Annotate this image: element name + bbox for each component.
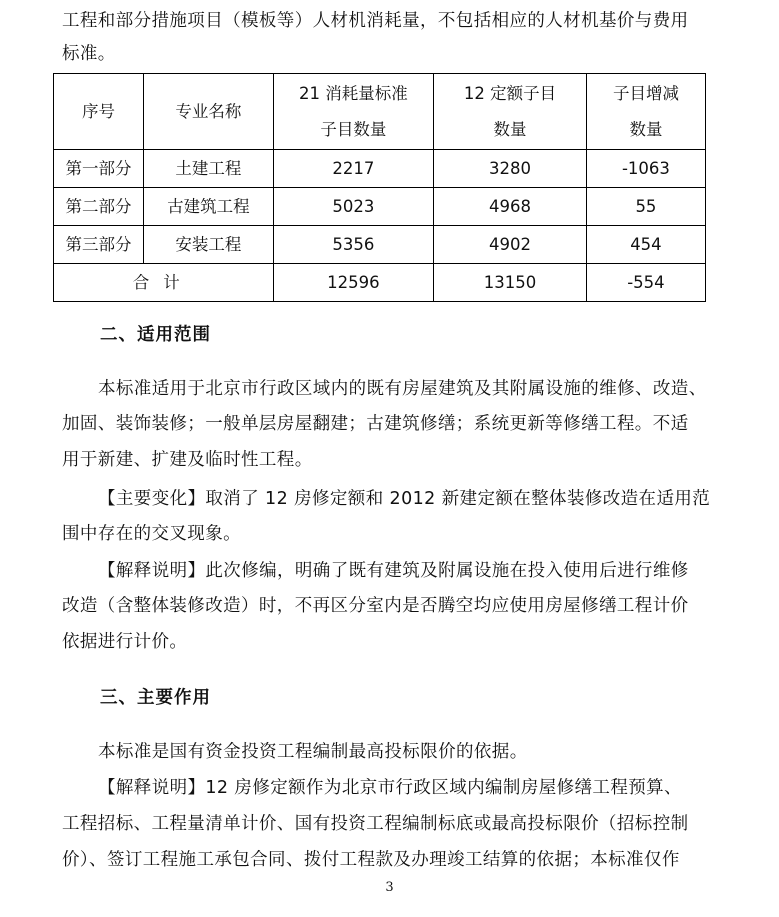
cell-name: 土建工程: [144, 150, 274, 188]
section-2-para-line-2: 加固、装饰装修；一般单层房屋翻建；古建筑修缮；系统更新等修缮工程。不适: [62, 414, 689, 434]
header-std21-line2: 子目数量: [320, 119, 387, 139]
header-diff-line1: 子目增减: [612, 83, 679, 103]
cell-diff: 55: [586, 188, 705, 226]
cell-std21: 5023: [273, 188, 434, 226]
table-total-row: [54, 264, 706, 302]
cell-total-diff: -554: [586, 264, 705, 302]
section-2-change-line-2: 围中存在的交叉现象。: [62, 524, 241, 544]
header-diff-line2: 数量: [629, 119, 663, 139]
section-2-heading: 二、适用范围: [100, 325, 211, 345]
cell-name: 古建筑工程: [144, 188, 274, 226]
intro-line-1: 工程和部分措施项目（模板等）人材机消耗量，不包括相应的人材机基价与费用: [62, 11, 689, 31]
intro-line-2: 标准。: [62, 44, 116, 64]
section-2-explain-line-2: 改造（含整体装修改造）时，不再区分室内是否腾空均应使用房屋修缮工程计价: [62, 596, 689, 616]
header-std21-line1: 21 消耗量标准: [299, 83, 408, 103]
cell-diff: -1063: [586, 150, 705, 188]
cell-seq: 第三部分: [54, 226, 144, 264]
table-row: [54, 150, 706, 188]
table-row: [54, 226, 706, 264]
table-header-row: [54, 74, 706, 150]
cell-quota12: 4968: [434, 188, 587, 226]
cell-seq: 第一部分: [54, 150, 144, 188]
cell-total-quota12: 13150: [434, 264, 587, 302]
section-2-explain-line-1: 【解释说明】此次修编，明确了既有建筑及附属设施在投入使用后进行维修: [98, 561, 689, 581]
section-3-explain-line-2: 工程招标、工程量清单计价、国有投资工程编制标底或最高投标限价（招标控制: [62, 814, 689, 834]
cell-std21: 5356: [273, 226, 434, 264]
section-2-change-line-1: 【主要变化】取消了 12 房修定额和 2012 新建定额在整体装修改造在适用范: [98, 489, 711, 509]
cell-quota12: 3280: [434, 150, 587, 188]
cell-diff: 454: [586, 226, 705, 264]
table-row: [54, 188, 706, 226]
section-3-explain-line-3: 价）、签订工程施工承包合同、拨付工程款及办理竣工结算的依据；本标准仅作: [62, 850, 680, 870]
header-name: 专业名称: [144, 74, 274, 150]
page-number: 3: [385, 880, 394, 895]
cell-quota12: 4902: [434, 226, 587, 264]
cell-seq: 第二部分: [54, 188, 144, 226]
header-quota12-line2: 数量: [493, 119, 527, 139]
section-3-explain-line-1: 【解释说明】12 房修定额作为北京市行政区域内编制房屋修缮工程预算、: [98, 778, 682, 798]
consumption-comparison-table: [53, 73, 706, 302]
header-quota12-line1: 12 定额子目: [463, 83, 557, 103]
header-diff: [586, 74, 705, 150]
cell-total-std21: 12596: [273, 264, 434, 302]
header-seq: 序号: [54, 74, 144, 150]
section-2-explain-line-3: 依据进行计价。: [62, 632, 188, 652]
section-2-para-line-3: 用于新建、扩建及临时性工程。: [62, 450, 313, 470]
header-quota12: [434, 74, 587, 150]
section-3-para-line-1: 本标准是国有资金投资工程编制最高投标限价的依据。: [98, 742, 528, 762]
cell-total-label: 合计: [54, 264, 274, 302]
cell-name: 安装工程: [144, 226, 274, 264]
section-2-para-line-1: 本标准适用于北京市行政区域内的既有房屋建筑及其附属设施的维修、改造、: [98, 379, 707, 399]
header-std21: [273, 74, 434, 150]
cell-std21: 2217: [273, 150, 434, 188]
section-3-heading: 三、主要作用: [100, 688, 211, 708]
